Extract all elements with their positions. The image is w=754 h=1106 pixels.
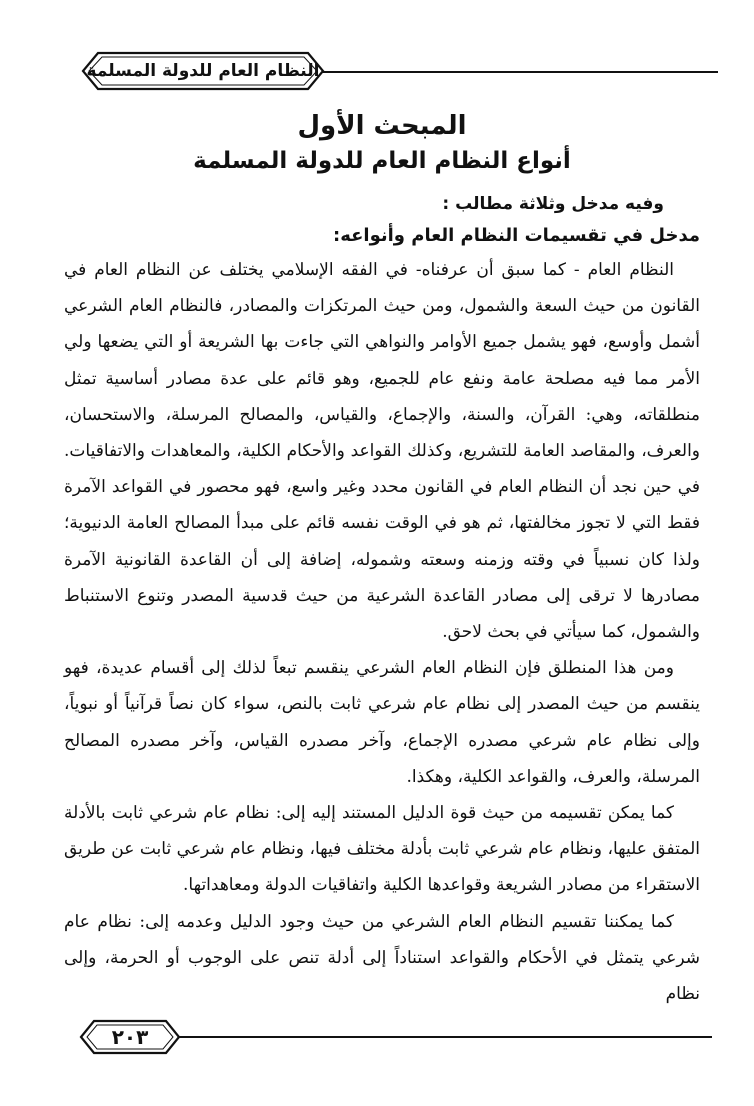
page-number-badge (78, 1018, 182, 1056)
paragraph: النظام العام - كما سبق أن عرفناه- في الفقه الإسلامي يختلف عن النظام العام في القانون من حيث السعة والشمول، ومن حيث المرتكزات والمصادر، فالنظام العام الشرعي أشمل وأوسع، فهو يشمل جميع الأوامر والنواهي التي جاءت بها الشريعة أو التي يضعها ولي الأمر مما فيه مصلحة عامة ونفع عام للجميع، وهو قائم على عدة مصادر أساسية تمثل منطلقاته، وهي: القرآن، والسنة، والإجماع، والقياس، والمصالح المرسلة، والاستحسان، والعرف، والمقاصد العامة للتشريع، وكذلك القواعد والأحكام الكلية، والمعاهدات والاتفاقيات. في حين نجد أن النظام العام في القانون محدد وغير واسع، فهو محصور في القواعد الآمرة فقط التي لا تجوز مخالفتها، ثم هو في الوقت نفسه قائم على مبدأ المصالح العامة الدنيوية؛ ولذا كان نسبياً في وقته وزمنه وسعته وشموله، إضافة إلى أن القاعدة القانونية الآمرة مصادرها لا ترقى إلى مصادر القاعدة الشرعية من حيث قدسية المصدر وتنوع الاستنباط والشمول، كما سيأتي في بحث لاحق. (64, 260, 700, 643)
subheading: مدخل في تقسيمات النظام العام وأنواعه: (333, 225, 700, 246)
paragraph: كما يمكننا تقسيم النظام العام الشرعي من حيث وجود الدليل وعدمه إلى: نظام عام شرعي يتمثل في الأحكام والقواعد استناداً إلى أدلة تنص على الوجوب أو الحرمة، وإلى نظام (64, 911, 700, 1005)
paragraph: كما يمكن تقسيمه من حيث قوة الدليل المستند إليه إلى: نظام عام شرعي ثابت بالأدلة المتفق عليها، ونظام عام شرعي ثابت بأدلة مختلف فيها، ونظام عام شرعي ثابت عن طريق الاستقراء من مصادر الشريعة وقواعدها الكلية واتفاقيات الدولة ومعاهداتها. (64, 803, 700, 896)
footer-rule (176, 1036, 712, 1038)
header-rule (318, 71, 718, 73)
section-title: أنواع النظام العام للدولة المسلمة (193, 148, 571, 174)
section-heading: المبحث الأول (297, 111, 467, 141)
running-header (80, 50, 326, 92)
running-header-title: النظام العام للدولة المسلمة (86, 61, 320, 81)
section-intro: وفيه مدخل وثلاثة مطالب : (442, 194, 664, 214)
paragraph: ومن هذا المنطلق فإن النظام العام الشرعي ينقسم تبعاً لذلك إلى أقسام عديدة، فهو ينقسم من حيث المصدر إلى نظام عام شرعي ثابت بالنص، سواء كان نصاً قرآنياً أو نبوياً، وإلى نظام عام شرعي مصدره الإجماع، وآخر مصدره القياس، وآخر مصدره المصالح المرسلة، والعرف، والقواعد الكلية، وهكذا. (64, 658, 700, 787)
page-number: ٢٠٣ (111, 1025, 149, 1049)
page-body (64, 100, 700, 1012)
